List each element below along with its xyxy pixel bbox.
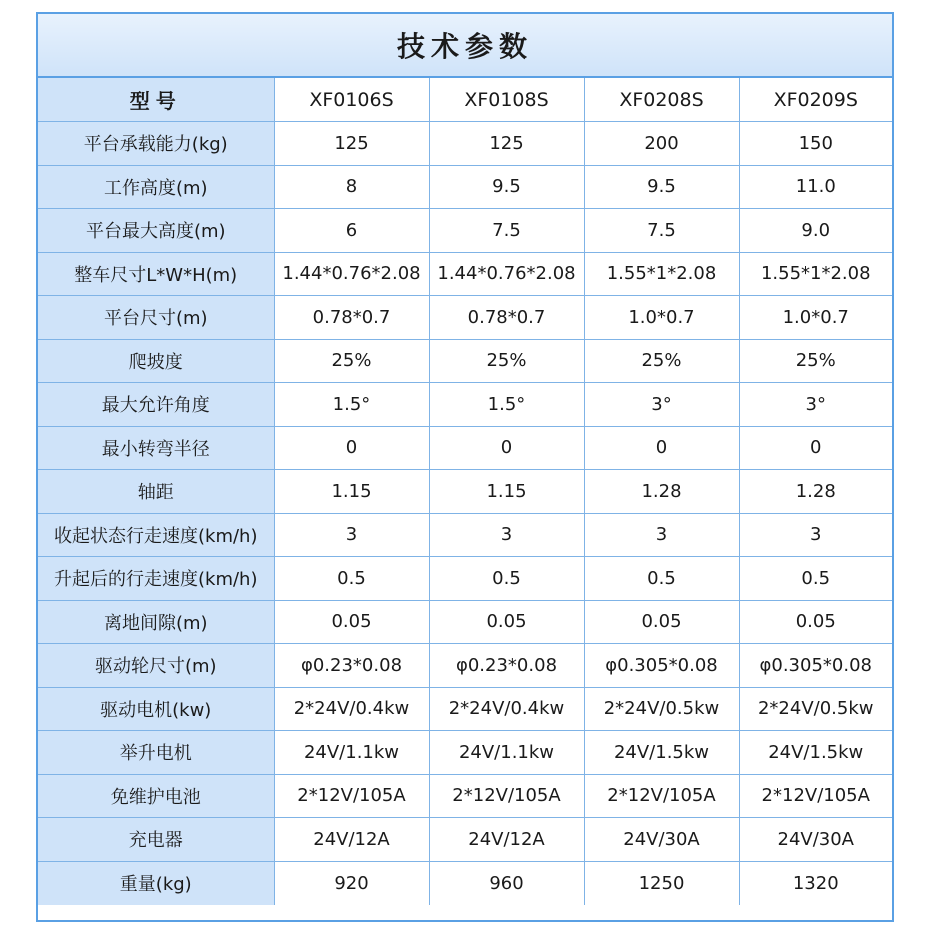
value-cell: 0.05 <box>274 600 429 644</box>
value-cell: 1.5° <box>429 383 584 427</box>
row-label-cell: 驱动电机(kw) <box>38 687 274 731</box>
value-cell: φ0.305*0.08 <box>584 644 739 688</box>
model-header-cell: XF0108S <box>429 78 584 122</box>
value-cell: 9.5 <box>429 165 584 209</box>
row-label-cell: 免维护电池 <box>38 774 274 818</box>
row-label-cell: 驱动轮尺寸(m) <box>38 644 274 688</box>
table-row <box>38 557 892 601</box>
spec-table <box>38 78 892 905</box>
table-row <box>38 818 892 862</box>
value-cell: 25% <box>274 339 429 383</box>
value-cell: 2*12V/105A <box>739 774 892 818</box>
row-label-cell: 重量(kg) <box>38 861 274 905</box>
value-cell: 24V/30A <box>584 818 739 862</box>
value-cell: 1.44*0.76*2.08 <box>429 252 584 296</box>
value-cell: 9.5 <box>584 165 739 209</box>
table-row <box>38 122 892 166</box>
value-cell: 200 <box>584 122 739 166</box>
table-row <box>38 600 892 644</box>
table-row <box>38 252 892 296</box>
value-cell: 0 <box>739 426 892 470</box>
row-label-cell: 平台最大高度(m) <box>38 209 274 253</box>
value-cell: 0 <box>274 426 429 470</box>
value-cell: 0.05 <box>584 600 739 644</box>
model-header-cell: XF0208S <box>584 78 739 122</box>
value-cell: 2*24V/0.4kw <box>429 687 584 731</box>
table-row <box>38 165 892 209</box>
value-cell: 1.0*0.7 <box>739 296 892 340</box>
table-row <box>38 687 892 731</box>
value-cell: 125 <box>429 122 584 166</box>
value-cell: 24V/12A <box>429 818 584 862</box>
value-cell: 1250 <box>584 861 739 905</box>
table-row <box>38 644 892 688</box>
value-cell: 3° <box>584 383 739 427</box>
value-cell: φ0.23*0.08 <box>274 644 429 688</box>
value-cell: 0.5 <box>274 557 429 601</box>
spec-table-body <box>38 78 892 905</box>
value-cell: 1.15 <box>429 470 584 514</box>
row-label-cell: 爬坡度 <box>38 339 274 383</box>
value-cell: 25% <box>584 339 739 383</box>
value-cell: 0.78*0.7 <box>274 296 429 340</box>
value-cell: 24V/1.1kw <box>429 731 584 775</box>
row-label-cell: 收起状态行走速度(km/h) <box>38 513 274 557</box>
value-cell: 0 <box>429 426 584 470</box>
value-cell: φ0.23*0.08 <box>429 644 584 688</box>
table-row <box>38 774 892 818</box>
table-row <box>38 383 892 427</box>
value-cell: 0.05 <box>429 600 584 644</box>
value-cell: 150 <box>739 122 892 166</box>
value-cell: 2*12V/105A <box>584 774 739 818</box>
table-row <box>38 426 892 470</box>
value-cell: 24V/1.1kw <box>274 731 429 775</box>
value-cell: 1.15 <box>274 470 429 514</box>
row-label-cell: 整车尺寸L*W*H(m) <box>38 252 274 296</box>
value-cell: 0.5 <box>739 557 892 601</box>
row-label-cell: 举升电机 <box>38 731 274 775</box>
value-cell: 125 <box>274 122 429 166</box>
value-cell: 0 <box>584 426 739 470</box>
model-header-cell: XF0209S <box>739 78 892 122</box>
row-label-cell: 工作高度(m) <box>38 165 274 209</box>
value-cell: 1.55*1*2.08 <box>739 252 892 296</box>
value-cell: 7.5 <box>584 209 739 253</box>
model-header-cell: XF0106S <box>274 78 429 122</box>
value-cell: 24V/1.5kw <box>584 731 739 775</box>
header-label-cell: 型号 <box>38 78 274 122</box>
value-cell: 920 <box>274 861 429 905</box>
table-row <box>38 339 892 383</box>
value-cell: 960 <box>429 861 584 905</box>
value-cell: 24V/12A <box>274 818 429 862</box>
value-cell: 9.0 <box>739 209 892 253</box>
value-cell: 2*12V/105A <box>429 774 584 818</box>
row-label-cell: 最小转弯半径 <box>38 426 274 470</box>
value-cell: 3 <box>584 513 739 557</box>
row-label-cell: 升起后的行走速度(km/h) <box>38 557 274 601</box>
value-cell: 0.78*0.7 <box>429 296 584 340</box>
table-row <box>38 296 892 340</box>
value-cell: 3° <box>739 383 892 427</box>
value-cell: 8 <box>274 165 429 209</box>
value-cell: 0.5 <box>584 557 739 601</box>
value-cell: 1.28 <box>584 470 739 514</box>
row-label-cell: 离地间隙(m) <box>38 600 274 644</box>
row-label-cell: 最大允许角度 <box>38 383 274 427</box>
value-cell: 2*24V/0.5kw <box>584 687 739 731</box>
value-cell: 24V/30A <box>739 818 892 862</box>
table-row <box>38 861 892 905</box>
value-cell: 7.5 <box>429 209 584 253</box>
value-cell: 2*24V/0.5kw <box>739 687 892 731</box>
table-header-row <box>38 78 892 122</box>
value-cell: 1.0*0.7 <box>584 296 739 340</box>
value-cell: φ0.305*0.08 <box>739 644 892 688</box>
value-cell: 1.44*0.76*2.08 <box>274 252 429 296</box>
value-cell: 6 <box>274 209 429 253</box>
value-cell: 1.28 <box>739 470 892 514</box>
value-cell: 0.5 <box>429 557 584 601</box>
value-cell: 1320 <box>739 861 892 905</box>
value-cell: 3 <box>274 513 429 557</box>
value-cell: 0.05 <box>739 600 892 644</box>
table-row <box>38 731 892 775</box>
spec-sheet <box>36 12 894 922</box>
table-row <box>38 470 892 514</box>
value-cell: 2*12V/105A <box>274 774 429 818</box>
value-cell: 11.0 <box>739 165 892 209</box>
value-cell: 25% <box>739 339 892 383</box>
row-label-cell: 轴距 <box>38 470 274 514</box>
value-cell: 24V/1.5kw <box>739 731 892 775</box>
row-label-cell: 平台承载能力(kg) <box>38 122 274 166</box>
value-cell: 2*24V/0.4kw <box>274 687 429 731</box>
table-row <box>38 513 892 557</box>
row-label-cell: 充电器 <box>38 818 274 862</box>
value-cell: 25% <box>429 339 584 383</box>
table-row <box>38 209 892 253</box>
value-cell: 3 <box>429 513 584 557</box>
value-cell: 3 <box>739 513 892 557</box>
page-title: 技术参数 <box>396 30 533 63</box>
title-bar <box>38 14 892 78</box>
row-label-cell: 平台尺寸(m) <box>38 296 274 340</box>
value-cell: 1.5° <box>274 383 429 427</box>
value-cell: 1.55*1*2.08 <box>584 252 739 296</box>
